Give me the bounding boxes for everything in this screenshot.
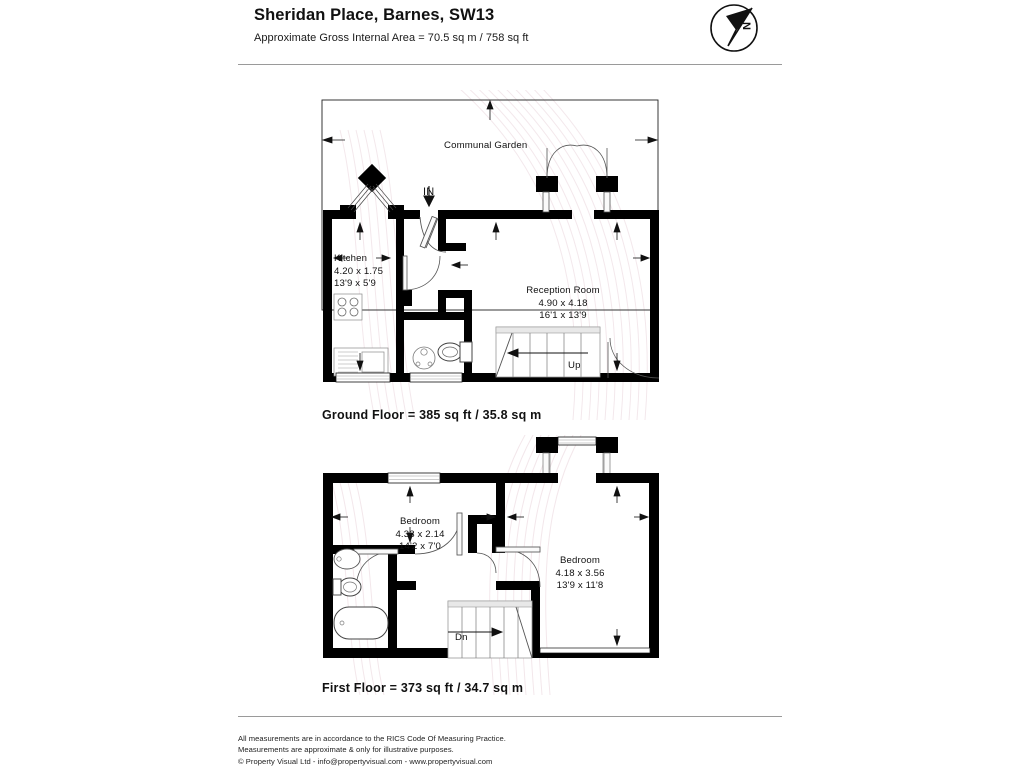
wc-toilet — [438, 342, 472, 362]
footer-line-rics: All measurements are in accordance to the RICS Code Of Measuring Practice. — [238, 734, 506, 743]
room-dimension-metric: 4.18 x 3.56 — [555, 567, 605, 579]
first-floor-staircase — [448, 601, 532, 658]
hall-basin — [413, 347, 435, 369]
room-label-bedroom-1 — [370, 516, 470, 554]
entrance-in-label: IN — [423, 186, 435, 198]
footer-line-copyright: © Property Visual Ltd - info@propertyvisual.com - www.propertyvisual.com — [238, 756, 493, 766]
cupboard-door — [477, 553, 496, 573]
document-header — [238, 6, 786, 44]
ground-floor-staircase — [496, 327, 600, 377]
gross-area-subtitle: Approximate Gross Internal Area = 70.5 sq m / 758 sq ft — [254, 32, 529, 44]
bedroom1-window — [388, 473, 440, 483]
stairs-down-label: Dn — [455, 632, 468, 643]
ground-floor-area-label: Ground Floor = 385 sq ft / 35.8 sq m — [322, 408, 542, 422]
room-name: Bedroom — [400, 516, 440, 527]
room-dimension-imperial: 16'1 x 13'9 — [539, 310, 587, 322]
first-floor-plan — [300, 435, 720, 695]
room-dimension-metric: 4.33 x 2.14 — [395, 528, 445, 540]
room-name: Bedroom — [560, 555, 600, 566]
room-dimension-metric: 4.20 x 1.75 — [334, 265, 384, 277]
footer-line-disclaimer: Measurements are approximate & only for illustrative purposes. — [238, 745, 454, 755]
header-divider — [238, 64, 782, 65]
room-label-reception-room — [504, 285, 622, 323]
room-dimension-imperial: 13'9 x 5'9 — [334, 278, 376, 290]
compass-north-label: N — [740, 22, 752, 30]
room-name: Kitchen — [334, 253, 368, 264]
bedroom2-openings — [540, 648, 650, 653]
page-title: Sheridan Place, Barnes, SW13 — [254, 6, 495, 24]
room-label-kitchen — [334, 253, 383, 291]
first-floor-area-label: First Floor = 373 sq ft / 34.7 sq m — [322, 681, 524, 695]
document-footer — [238, 733, 506, 767]
footer-divider — [238, 716, 782, 717]
compass-rose — [708, 2, 760, 54]
room-dimension-metric: 4.90 x 4.18 — [538, 297, 588, 309]
room-label-bedroom-2 — [530, 555, 630, 593]
stairs-up-label: Up — [568, 360, 581, 371]
communal-garden-label: Communal Garden — [444, 140, 528, 151]
room-dimension-imperial: 13'9 x 11'8 — [556, 580, 604, 592]
room-dimension-imperial: 14'2 x 7'0 — [399, 541, 441, 553]
room-name: Reception Room — [526, 285, 600, 296]
